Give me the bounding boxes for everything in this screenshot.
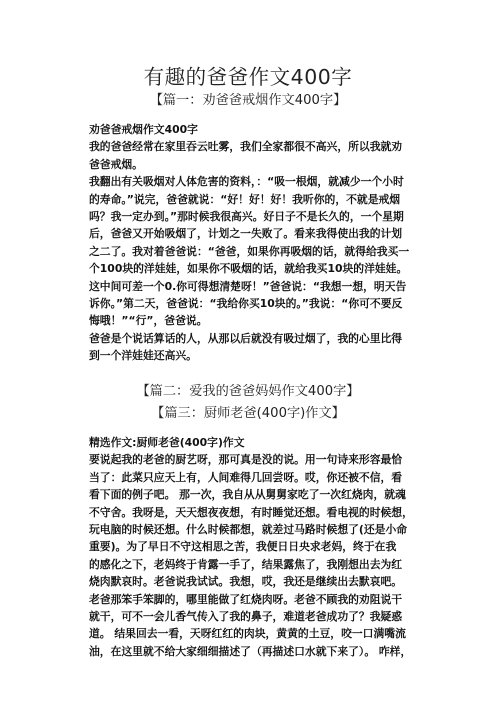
body-line: 爸爸戒烟。 [89,157,143,171]
body-line: 吗？我一定办到。”那时候我很高兴。好日子不是长久的，一个星期 [89,210,404,224]
section-heading-3: 【篇三：厨师老爸(400字)作文】 [151,406,345,421]
body-line: 后，爸爸又开始吸烟了，计划之一失败了。看来我得使出我的计划 [89,227,403,241]
body-line: 之二了。我对着爸爸说：“爸爸，如果你再吸烟的话，就得给我买一 [89,244,410,258]
body-line: 爸爸是个说话算话的人，从那以后就没有吸过烟了，我的心里比得 [89,331,403,345]
body-line: 油，在这里就不给大家细细描述了（再描述口水就下来了）。 咋样， [89,644,412,658]
body-line: 不守舍。我呀是，天天想夜夜想，有时睡觉还想。看电视的时候想， [89,505,413,519]
body-line: 的寿命。”说完，爸爸就说：“好！好！好！我听你的，不就是戒烟 [89,192,401,206]
document-title: 有趣的爸爸作文400字 [143,65,353,89]
section-heading-2: 【篇二：爱我的爸爸妈妈作文400字】 [136,384,360,399]
body-line: 看下面的例子吧。 那一次，我自从从舅舅家吃了一次红烧肉，就魂 [89,488,406,502]
section-3-body [89,434,419,660]
body-line: 我的爸爸经常在家里吞云吐雾，我们全家都很不高兴，所以我就劝 [89,140,403,154]
body-line: 就干，可不一会儿香气传入了我的鼻子，难道老爸成功了？我疑惑 [89,610,403,624]
body-line: 道。 结果回去一看，天呀红红的肉块，黄黄的土豆，咬一口满嘴流 [89,627,406,641]
body-line: 我翻出有关吸烟对人体危害的资料，：“吸一根烟，就减少一个小时 [89,175,404,189]
section-heading-1: 【篇一：劝爸爸戒烟作文400字】 [149,93,347,108]
body-line: 玩电脑的时候还想。什么时候都想，就差过马路时候想了(还是小命 [89,523,408,537]
body-line: 烧肉默哀时。老爸说我试试。我想，哎，我还是继续出去默哀吧。 [89,575,403,589]
body-line: 要说起我的老爸的厨艺呀，那可真是没的说。用一句诗来形容最恰 [89,453,403,467]
body-line: 个100块的洋娃娃，如果你不吸烟的话，就给我买10块的洋娃娃。 [89,262,408,276]
body-line: 诉你。”第二天，爸爸说：“我给你买10块的。”我说：“你可不要反 [89,297,403,311]
body-line: 这中间可差一个0.你可得想清楚呀！”爸爸说：“我想一想，明天告 [89,279,407,293]
body-line: 劝爸爸戒烟作文400字 [89,123,198,136]
body-line: 到一个洋娃娃还高兴。 [89,349,197,363]
body-line: 精选作文:厨师老爸(400字)作文 [89,436,245,449]
body-line: 悔哦！”“行”，爸爸说。 [89,314,208,328]
body-line: 重要)。为了早日不守这相思之苦，我便日日央求老妈，终于在我 [89,540,397,554]
body-line: 当了：此菜只应天上有，人间难得几回尝呀。哎，你还被不信，看 [89,470,403,484]
body-line: 的感化之下，老妈终于肯露一手了，结果露焦了，我刚想出去为红 [89,557,403,571]
body-line: 老爸那笨手笨脚的，哪里能做了红烧肉呀。老爸不顾我的劝阻说干 [89,592,403,606]
section-1-body [89,121,419,365]
